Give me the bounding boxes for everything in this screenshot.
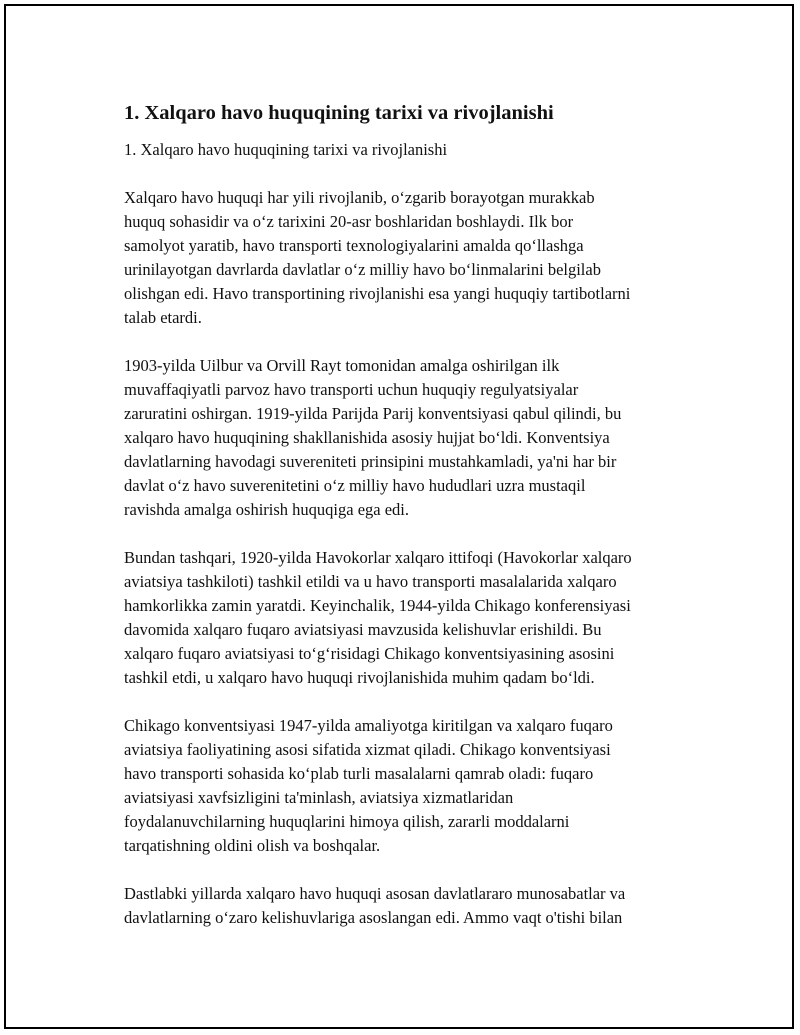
paragraph-line: talab etardi.	[124, 308, 202, 327]
paragraph-line: xalqaro havo huquqining shakllanishida asosiy hujjat boʻldi. Konventsiya	[124, 428, 610, 447]
paragraph-line: ravishda amalga oshirish huquqiga ega edi.	[124, 500, 410, 519]
paragraph	[124, 354, 714, 522]
paragraph-line: Xalqaro havo huquqi har yili rivojlanib, oʻzgarib borayotgan murakkab	[124, 188, 595, 207]
paragraph-line: 1903-yilda Uilbur va Orvill Rayt tomonidan amalga oshirilgan ilk	[124, 356, 560, 375]
paragraph-line: huquq sohasidir va oʻz tarixini 20-asr boshlaridan boshlaydi. Ilk bor	[124, 212, 574, 231]
paragraph-line: davlat oʻz havo suverenitetini oʻz milliy havo hududlari uzra mustaqil	[124, 476, 586, 495]
paragraph	[124, 882, 714, 930]
paragraph	[124, 714, 714, 858]
paragraph	[124, 546, 714, 690]
document-page	[4, 4, 794, 1029]
paragraph-line: tarqatishning oldini olish va boshqalar.	[124, 836, 381, 855]
paragraph-line: aviatsiya faoliyatining asosi sifatida xizmat qiladi. Chikago konventsiyasi	[124, 740, 611, 759]
paragraph	[124, 186, 714, 330]
paragraph-line: olishgan edi. Havo transportining rivojlanishi esa yangi huquqiy tartibotlarni	[124, 284, 631, 303]
paragraph-line: hamkorlikka zamin yaratdi. Keyinchalik, 1944-yilda Chikago konferensiyasi	[124, 596, 631, 615]
paragraph-line: aviatsiyasi xavfsizligini ta'minlash, aviatsiya xizmatlaridan	[124, 788, 514, 807]
paragraph-list	[124, 186, 714, 930]
paragraph-line: tashkil etdi, u xalqaro havo huquqi rivojlanishida muhim qadam boʻldi.	[124, 668, 595, 687]
paragraph-line: aviatsiya tashkiloti) tashkil etildi va u havo transporti masalalarida xalqaro	[124, 572, 617, 591]
paragraph-line: muvaffaqiyatli parvoz havo transporti uchun huquqiy regulyatsiyalar	[124, 380, 579, 399]
paragraph-line: samolyot yaratib, havo transporti texnologiyalarini amalda qoʻllashga	[124, 236, 584, 255]
document-subheading: 1. Xalqaro havo huquqining tarixi va rivojlanishi	[124, 140, 448, 159]
paragraph-line: Chikago konventsiyasi 1947-yilda amaliyotga kiritilgan va xalqaro fuqaro	[124, 716, 613, 735]
paragraph-line: davomida xalqaro fuqaro aviatsiyasi mavzusida kelishuvlar erishildi. Bu	[124, 620, 602, 639]
paragraph-line: davlatlarning oʻzaro kelishuvlariga asoslangan edi. Ammo vaqt o'tishi bilan	[124, 908, 623, 927]
paragraph-line: havo transporti sohasida koʻplab turli masalalarni qamrab oladi: fuqaro	[124, 764, 594, 783]
paragraph-line: zaruratini oshirgan. 1919-yilda Parijda Parij konventsiyasi qabul qilindi, bu	[124, 404, 622, 423]
paragraph-line: urinilayotgan davrlarda davlatlar oʻz milliy havo boʻlinmalarini belgilab	[124, 260, 601, 279]
paragraph-line: davlatlarning havodagi suvereniteti prinsipini mustahkamladi, ya'ni har bir	[124, 452, 617, 471]
document-body	[124, 100, 714, 954]
paragraph-line: xalqaro fuqaro aviatsiyasi toʻgʻrisidagi Chikago konventsiyasining asosini	[124, 644, 615, 663]
paragraph-line: Dastlabki yillarda xalqaro havo huquqi asosan davlatlararo munosabatlar va	[124, 884, 626, 903]
paragraph-line: Bundan tashqari, 1920-yilda Havokorlar xalqaro ittifoqi (Havokorlar xalqaro	[124, 548, 632, 567]
document-heading: 1. Xalqaro havo huquqining tarixi va rivojlanishi	[124, 102, 554, 124]
paragraph-line: foydalanuvchilarning huquqlarini himoya qilish, zararli moddalarni	[124, 812, 570, 831]
